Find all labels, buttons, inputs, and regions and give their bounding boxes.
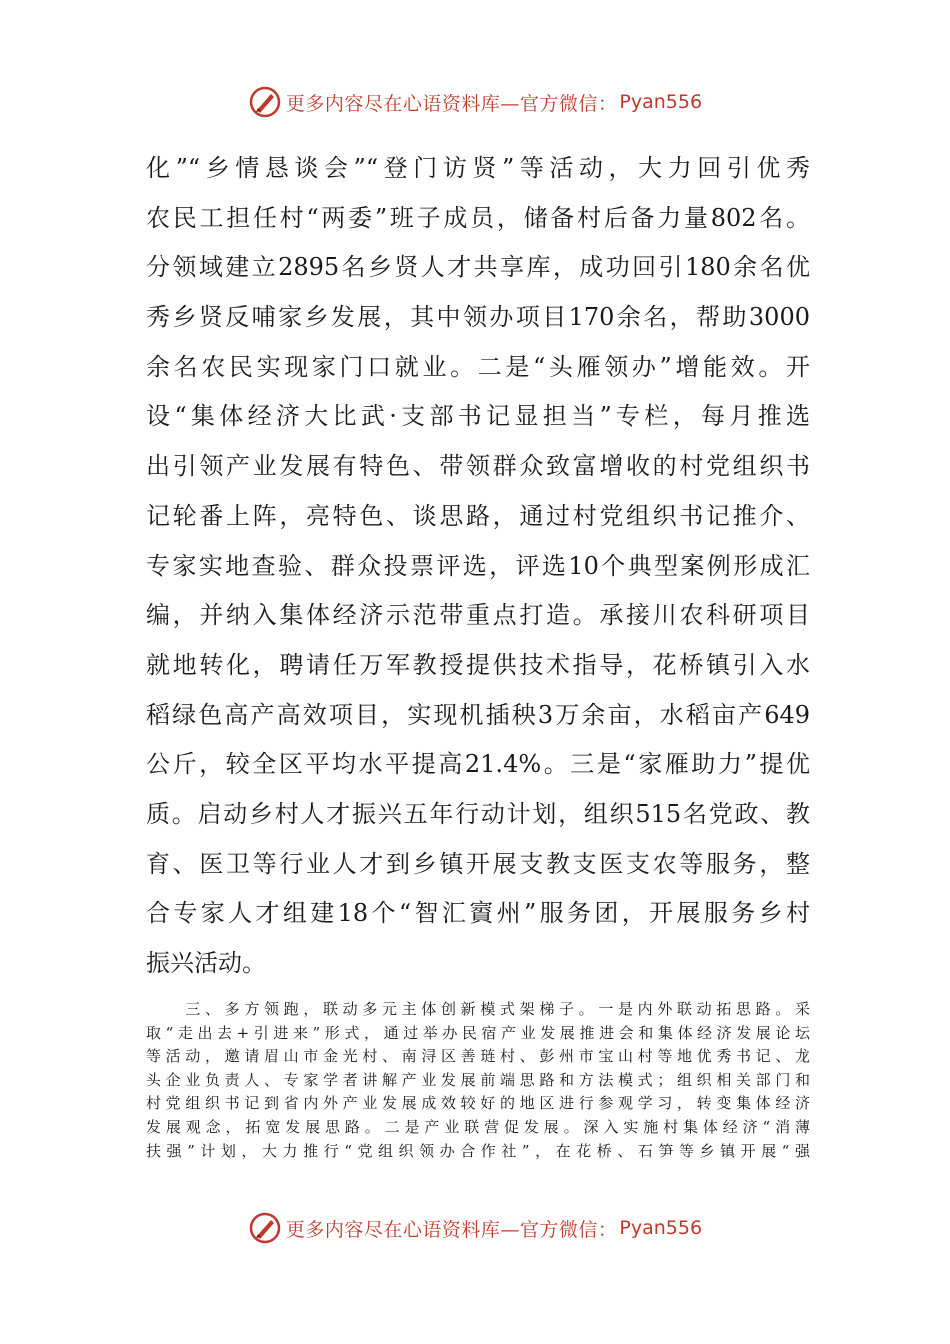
watermark-wechat-id: Pyan556	[619, 91, 703, 113]
text-line: 专家实地查验、群众投票评选，评选10个典型案例形成汇	[146, 551, 810, 580]
text-line: 编，并纳入集体经济示范带重点打造。承接川农科研项目	[146, 601, 810, 630]
text-line: 扶强”计划，大力推行“党组织领办合作社”，在花桥、石笋等乡镇开展“强	[146, 1141, 810, 1160]
text-line: 出引领产业发展有特色、带领群众致富增收的村党组织书	[146, 452, 810, 481]
header-watermark	[0, 82, 950, 122]
text-line: 就地转化，聘请任万军教授提供技术指导，花桥镇引入水	[146, 650, 810, 679]
text-line: 取“走出去+引进来”形式，通过举办民宿产业发展推进会和集体经济发展论坛	[146, 1023, 810, 1042]
pen-logo-icon	[248, 85, 282, 119]
section-three-paragraph	[146, 998, 810, 1163]
text-line: 合专家人才组建18个“智汇賨州”服务团，开展服务乡村	[146, 899, 810, 928]
watermark-wechat-id: Pyan556	[619, 1217, 703, 1239]
text-line: 村党组织书记到省内外产业发展成效较好的地区进行参观学习，转变集体经济	[146, 1094, 810, 1113]
text-line: 质。启动乡村人才振兴五年行动计划，组织515名党政、教	[146, 799, 810, 828]
watermark-text: 更多内容尽在心语资料库—官方微信：	[285, 92, 618, 115]
text-line: 稻绿色高产高效项目，实现机插秧3万余亩，水稻亩产649	[146, 700, 810, 729]
text-line: 秀乡贤反哺家乡发展，其中领办项目170余名，帮助3000	[146, 303, 810, 332]
text-line: 农民工担任村“两委”班子成员，储备村后备力量802名。	[146, 203, 810, 232]
watermark-text: 更多内容尽在心语资料库—官方微信：	[285, 1218, 618, 1241]
text-line: 公斤，较全区平均水平提高21.4%。三是“家雁助力”提优	[146, 750, 810, 779]
text-line: 等活动，邀请眉山市金光村、南浔区善琏村、彭州市宝山村等地优秀书记、龙	[146, 1047, 810, 1066]
pen-logo-icon	[248, 1211, 282, 1245]
text-line: 余名农民实现家门口就业。二是“头雁领办”增能效。开	[146, 352, 810, 381]
text-line: 分领域建立2895名乡贤人才共享库，成功回引180余名优	[146, 253, 810, 282]
text-line: 设“集体经济大比武·支部书记显担当”专栏，每月推选	[146, 402, 810, 431]
text-line: 三、多方领跑，联动多元主体创新模式架梯子。一是内外联动拓思路。采	[146, 1000, 810, 1018]
main-paragraph	[146, 144, 810, 989]
text-line: 记轮番上阵，亮特色、谈思路，通过村党组织书记推介、	[146, 501, 810, 530]
text-line: 化”“乡情恳谈会”“登门访贤”等活动，大力回引优秀	[146, 154, 810, 182]
text-line: 发展观念，拓宽发展思路。二是产业联营促发展。深入实施村集体经济“消薄	[146, 1117, 810, 1136]
footer-watermark	[0, 1208, 950, 1248]
text-line: 振兴活动。	[146, 949, 266, 977]
text-line: 头企业负责人、专家学者讲解产业发展前端思路和方法模式；组织相关部门和	[146, 1070, 810, 1089]
text-line: 育、医卫等行业人才到乡镇开展支教支医支农等服务，整	[146, 849, 810, 878]
